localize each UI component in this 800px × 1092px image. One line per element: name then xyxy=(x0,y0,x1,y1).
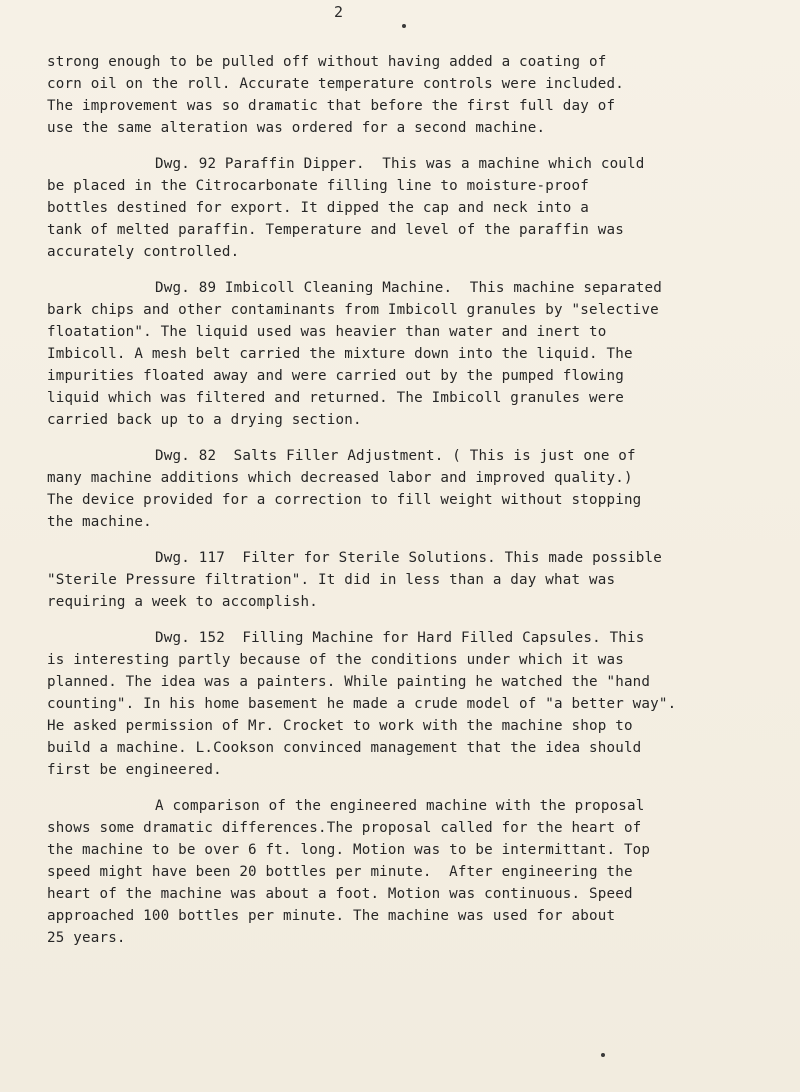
paragraph xyxy=(47,51,792,139)
text-line: many machine additions which decreased labor and improved quality.) xyxy=(47,470,633,486)
paragraph xyxy=(47,277,792,431)
text-line: Dwg. 117 Filter for Sterile Solutions. This made possible xyxy=(155,550,663,566)
page-number: 2 xyxy=(334,3,344,21)
text-line: Dwg. 89 Imbicoll Cleaning Machine. This machine separated xyxy=(155,280,663,296)
text-line: Dwg. 92 Paraffin Dipper. This was a machine which could xyxy=(155,156,645,172)
text-line: approached 100 bottles per minute. The machine was used for about xyxy=(47,908,616,924)
text-line: A comparison of the engineered machine with the proposal xyxy=(155,798,645,814)
text-line: heart of the machine was about a foot. Motion was continuous. Speed xyxy=(47,886,633,902)
text-line: is interesting partly because of the conditions under which it was xyxy=(47,652,624,668)
text-line: be placed in the Citrocarbonate filling line to moisture-proof xyxy=(47,178,589,194)
text-line: the machine. xyxy=(47,514,152,530)
text-line: bark chips and other contaminants from Imbicoll granules by "selective xyxy=(47,302,659,318)
ink-dot-top xyxy=(402,24,406,28)
text-line: Dwg. 152 Filling Machine for Hard Filled Capsules. This xyxy=(155,630,645,646)
paragraph xyxy=(47,627,792,781)
text-line: shows some dramatic differences.The proposal called for the heart of xyxy=(47,820,642,836)
text-line: corn oil on the roll. Accurate temperature controls were included. xyxy=(47,76,624,92)
text-line: impurities floated away and were carried out by the pumped flowing xyxy=(47,368,624,384)
text-line: bottles destined for export. It dipped the cap and neck into a xyxy=(47,200,589,216)
text-line: first be engineered. xyxy=(47,762,222,778)
text-line: Dwg. 82 Salts Filler Adjustment. ( This is just one of xyxy=(155,448,636,464)
text-line: counting". In his home basement he made a crude model of "a better way". xyxy=(47,696,677,712)
text-line: planned. The idea was a painters. While painting he watched the "hand xyxy=(47,674,651,690)
text-line: tank of melted paraffin. Temperature and level of the paraffin was xyxy=(47,222,624,238)
text-line: Imbicoll. A mesh belt carried the mixture down into the liquid. The xyxy=(47,346,633,362)
text-line: floatation". The liquid used was heavier than water and inert to xyxy=(47,324,607,340)
text-line: The device provided for a correction to fill weight without stopping xyxy=(47,492,642,508)
text-line: The improvement was so dramatic that before the first full day of xyxy=(47,98,616,114)
text-line: strong enough to be pulled off without having added a coating of xyxy=(47,54,607,70)
text-line: accurately controlled. xyxy=(47,244,240,260)
text-line: use the same alteration was ordered for a second machine. xyxy=(47,120,546,136)
text-line: "Sterile Pressure filtration". It did in less than a day what was xyxy=(47,572,616,588)
paragraph xyxy=(47,153,792,263)
text-line: speed might have been 20 bottles per minute. After engineering the xyxy=(47,864,633,880)
ink-dot-bottom xyxy=(601,1053,605,1057)
paragraph xyxy=(47,445,792,533)
paragraph xyxy=(47,795,792,949)
text-line: 25 years. xyxy=(47,930,126,946)
text-line: requiring a week to accomplish. xyxy=(47,594,318,610)
text-line: the machine to be over 6 ft. long. Motion was to be intermittant. Top xyxy=(47,842,651,858)
paragraph xyxy=(47,547,792,613)
document-body xyxy=(47,51,792,963)
text-line: carried back up to a drying section. xyxy=(47,412,362,428)
text-line: He asked permission of Mr. Crocket to work with the machine shop to xyxy=(47,718,633,734)
text-line: liquid which was filtered and returned. The Imbicoll granules were xyxy=(47,390,624,406)
text-line: build a machine. L.Cookson convinced management that the idea should xyxy=(47,740,642,756)
